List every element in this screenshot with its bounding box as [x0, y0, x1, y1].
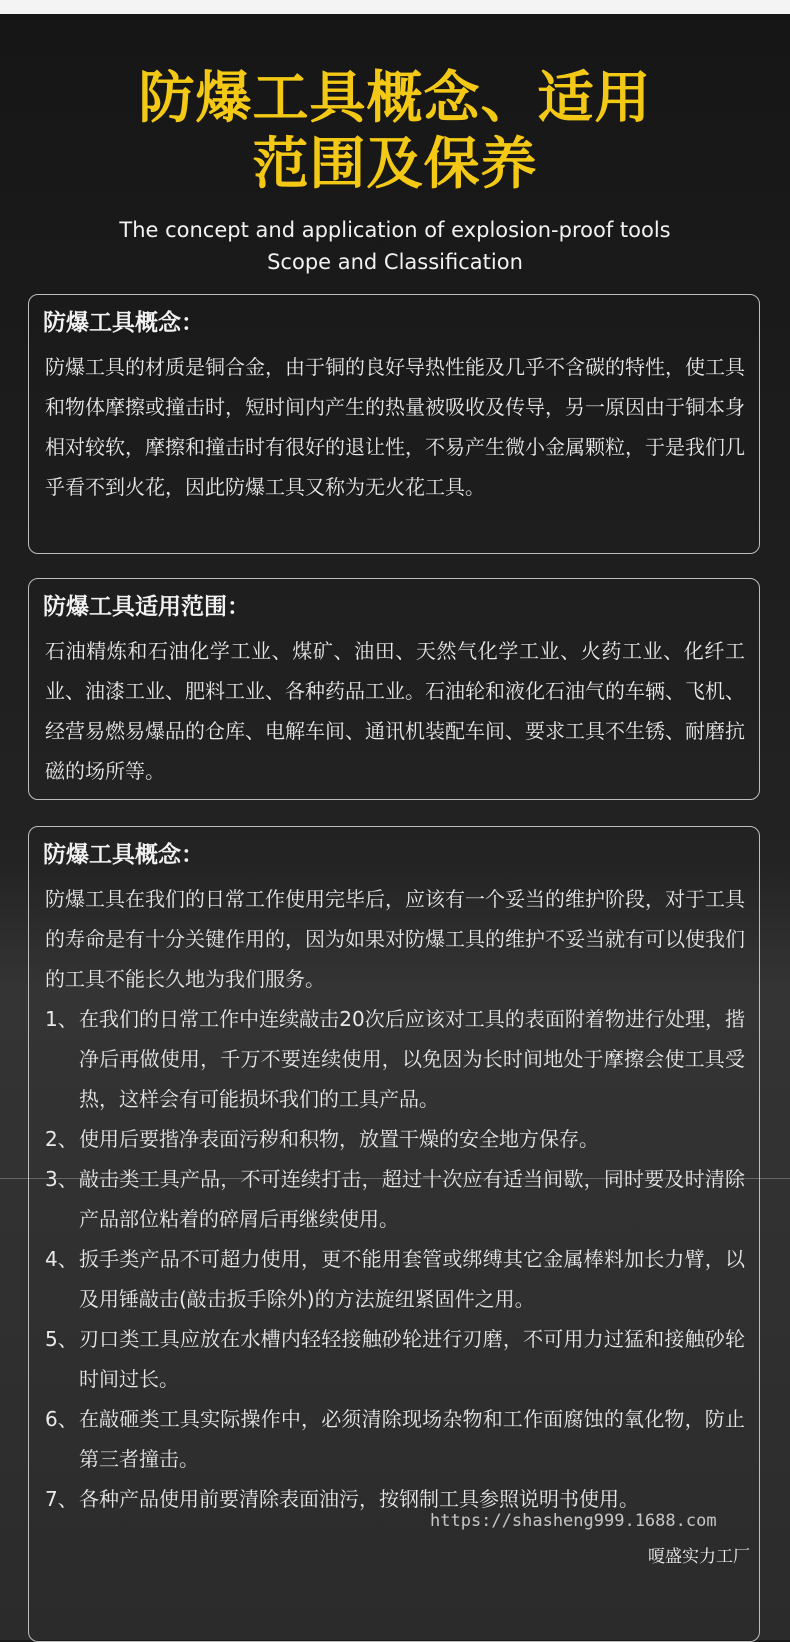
list-item-number: 5、	[45, 1327, 78, 1351]
concept-card-title: 防爆工具概念：	[43, 310, 204, 336]
page-subtitle-line2: Scope and Classification	[267, 250, 523, 274]
maintenance-card-title: 防爆工具概念：	[43, 842, 204, 868]
scan-divider	[0, 1178, 790, 1179]
scope-card-title: 防爆工具适用范围：	[43, 594, 250, 620]
list-item-text: 刃口类工具应放在水槽内轻轻接触砂轮进行刃磨，不可用力过猛和接触砂轮时间过长。	[79, 1327, 745, 1391]
watermark-brand: 嗄盛实力工厂	[648, 1547, 750, 1567]
list-item-text: 使用后要揩净表面污秽和积物，放置干燥的安全地方保存。	[79, 1127, 599, 1151]
list-item	[45, 999, 745, 1119]
page-subtitle-line1: The concept and application of explosion-proof tools	[119, 218, 671, 242]
list-item	[45, 1239, 745, 1319]
list-item	[45, 1159, 745, 1239]
maintenance-card-body	[45, 879, 745, 1519]
list-item	[45, 1119, 745, 1159]
list-item-number: 6、	[45, 1407, 78, 1431]
list-item-text: 各种产品使用前要清除表面油污，按钢制工具参照说明书使用。	[79, 1487, 639, 1511]
list-item-text: 敲击类工具产品，不可连续打击，超过十次应有适当间歇，同时要及时清除产品部位粘着的碎屑后再继续使用。	[79, 1167, 745, 1231]
list-item-number: 3、	[45, 1167, 78, 1191]
list-item-text: 在敲砸类工具实际操作中，必须清除现场杂物和工作面腐蚀的氧化物，防止第三者撞击。	[79, 1407, 745, 1471]
poster	[0, 14, 790, 1640]
scope-card-body: 石油精炼和石油化学工业、煤矿、油田、天然气化学工业、火药工业、化纤工业、油漆工业、肥料工业、各种药品工业。石油轮和液化石油气的车辆、飞机、经营易燃易爆品的仓库、电解车间、通讯机装配车间、要求工具不生锈、耐磨抗磁的场所等。	[45, 639, 745, 783]
top-band	[0, 0, 790, 14]
list-item-number: 7、	[45, 1487, 78, 1511]
concept-card	[28, 294, 760, 554]
list-item	[45, 1399, 745, 1479]
page-title-line2: 范围及保养	[252, 132, 538, 197]
maintenance-intro: 防爆工具在我们的日常工作使用完毕后，应该有一个妥当的维护阶段，对于工具的寿命是有十分关键作用的，因为如果对防爆工具的维护不妥当就有可以使我们的工具不能长久地为我们服务。	[45, 887, 745, 991]
concept-card-body: 防爆工具的材质是铜合金，由于铜的良好导热性能及几乎不含碳的特性，使工具和物体摩擦或撞击时，短时间内产生的热量被吸收及传导，另一原因由于铜本身相对较软，摩擦和撞击时有很好的退让性，不易产生微小金属颗粒，于是我们几乎看不到火花，因此防爆工具又称为无火花工具。	[45, 355, 745, 499]
list-item-number: 2、	[45, 1127, 78, 1151]
list-item-text: 在我们的日常工作中连续敲击20次后应该对工具的表面附着物进行处理，揩净后再做使用，千万不要连续使用，以免因为长时间地处于摩擦会使工具受热，这样会有可能损坏我们的工具产品。	[79, 1007, 745, 1111]
list-item-number: 4、	[45, 1247, 78, 1271]
list-item-text: 扳手类产品不可超力使用，更不能用套管或绑缚其它金属棒料加长力臂，以及用锤敲击(敲击扳手除外)的方法旋纽紧固件之用。	[79, 1247, 745, 1311]
page-title-line1: 防爆工具概念、适用	[138, 66, 652, 131]
scope-card	[28, 578, 760, 800]
list-item	[45, 1319, 745, 1399]
list-item-number: 1、	[45, 1007, 78, 1031]
watermark-url: https://shasheng999.1688.com	[430, 1511, 717, 1531]
